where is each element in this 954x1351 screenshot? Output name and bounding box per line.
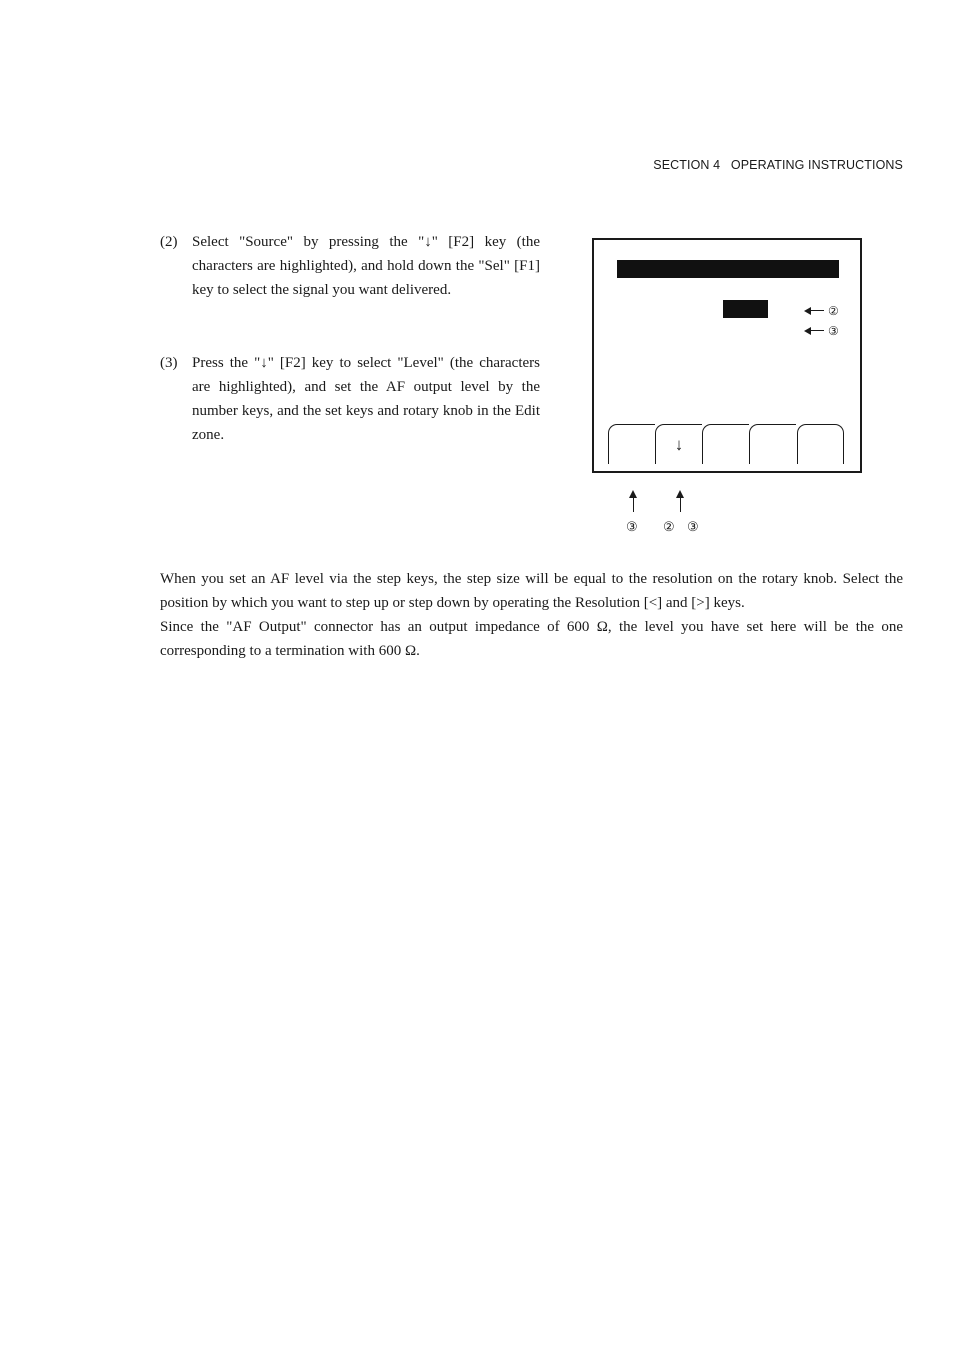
callout-step-2 (804, 304, 854, 318)
left-arrow-icon (804, 307, 811, 315)
section-header: SECTION 4 OPERATING INSTRUCTIONS (653, 158, 903, 172)
step-3 (160, 351, 540, 447)
body-text (160, 567, 903, 663)
softkey-f5 (797, 424, 844, 464)
screen-diagram (592, 238, 862, 473)
screen-title-bar (617, 260, 839, 278)
callout-mark-2: ② (828, 304, 839, 318)
step-2 (160, 230, 540, 302)
paragraph-impedance: Since the "AF Output" connector has an output impedance of 600 Ω, the level you have set here will be the one corresponding to a termination with 600 Ω. (160, 619, 903, 659)
softkey-row (608, 424, 846, 464)
label-f1-step-3: ③ (626, 519, 638, 534)
softkey-f2: ↓ (655, 424, 702, 464)
softkey-f4 (749, 424, 796, 464)
paragraph-step-keys: When you set an AF level via the step keys, the step size will be equal to the resolution on the rotary knob. Select the position by which you want to step up or step down by operating the Resolution [<] and [>] keys. (160, 571, 903, 611)
step-3-text: Press the "↓" [F2] key to select "Level" (the characters are highlighted), and set the AF output level by the number keys, and the set keys and rotary knob in the Edit zone. (192, 355, 540, 443)
left-arrow-icon (804, 327, 811, 335)
step-3-number: (3) (160, 355, 178, 371)
step-2-number: (2) (160, 234, 178, 250)
up-arrow-icon (628, 490, 638, 512)
softkey-f3 (702, 424, 749, 464)
step-2-text: Select "Source" by pressing the "↓" [F2] key (the characters are highlighted), and hold down the "Sel" [F1] key to select the signal you want delivered. (192, 234, 540, 298)
highlighted-field (723, 300, 768, 318)
label-f2-step-3: ③ (687, 519, 699, 534)
up-arrow-icon (675, 490, 685, 512)
softkey-f1 (608, 424, 655, 464)
callout-step-3 (804, 324, 854, 338)
label-f2-step-2: ② (663, 519, 675, 534)
callout-mark-3: ③ (828, 324, 839, 338)
